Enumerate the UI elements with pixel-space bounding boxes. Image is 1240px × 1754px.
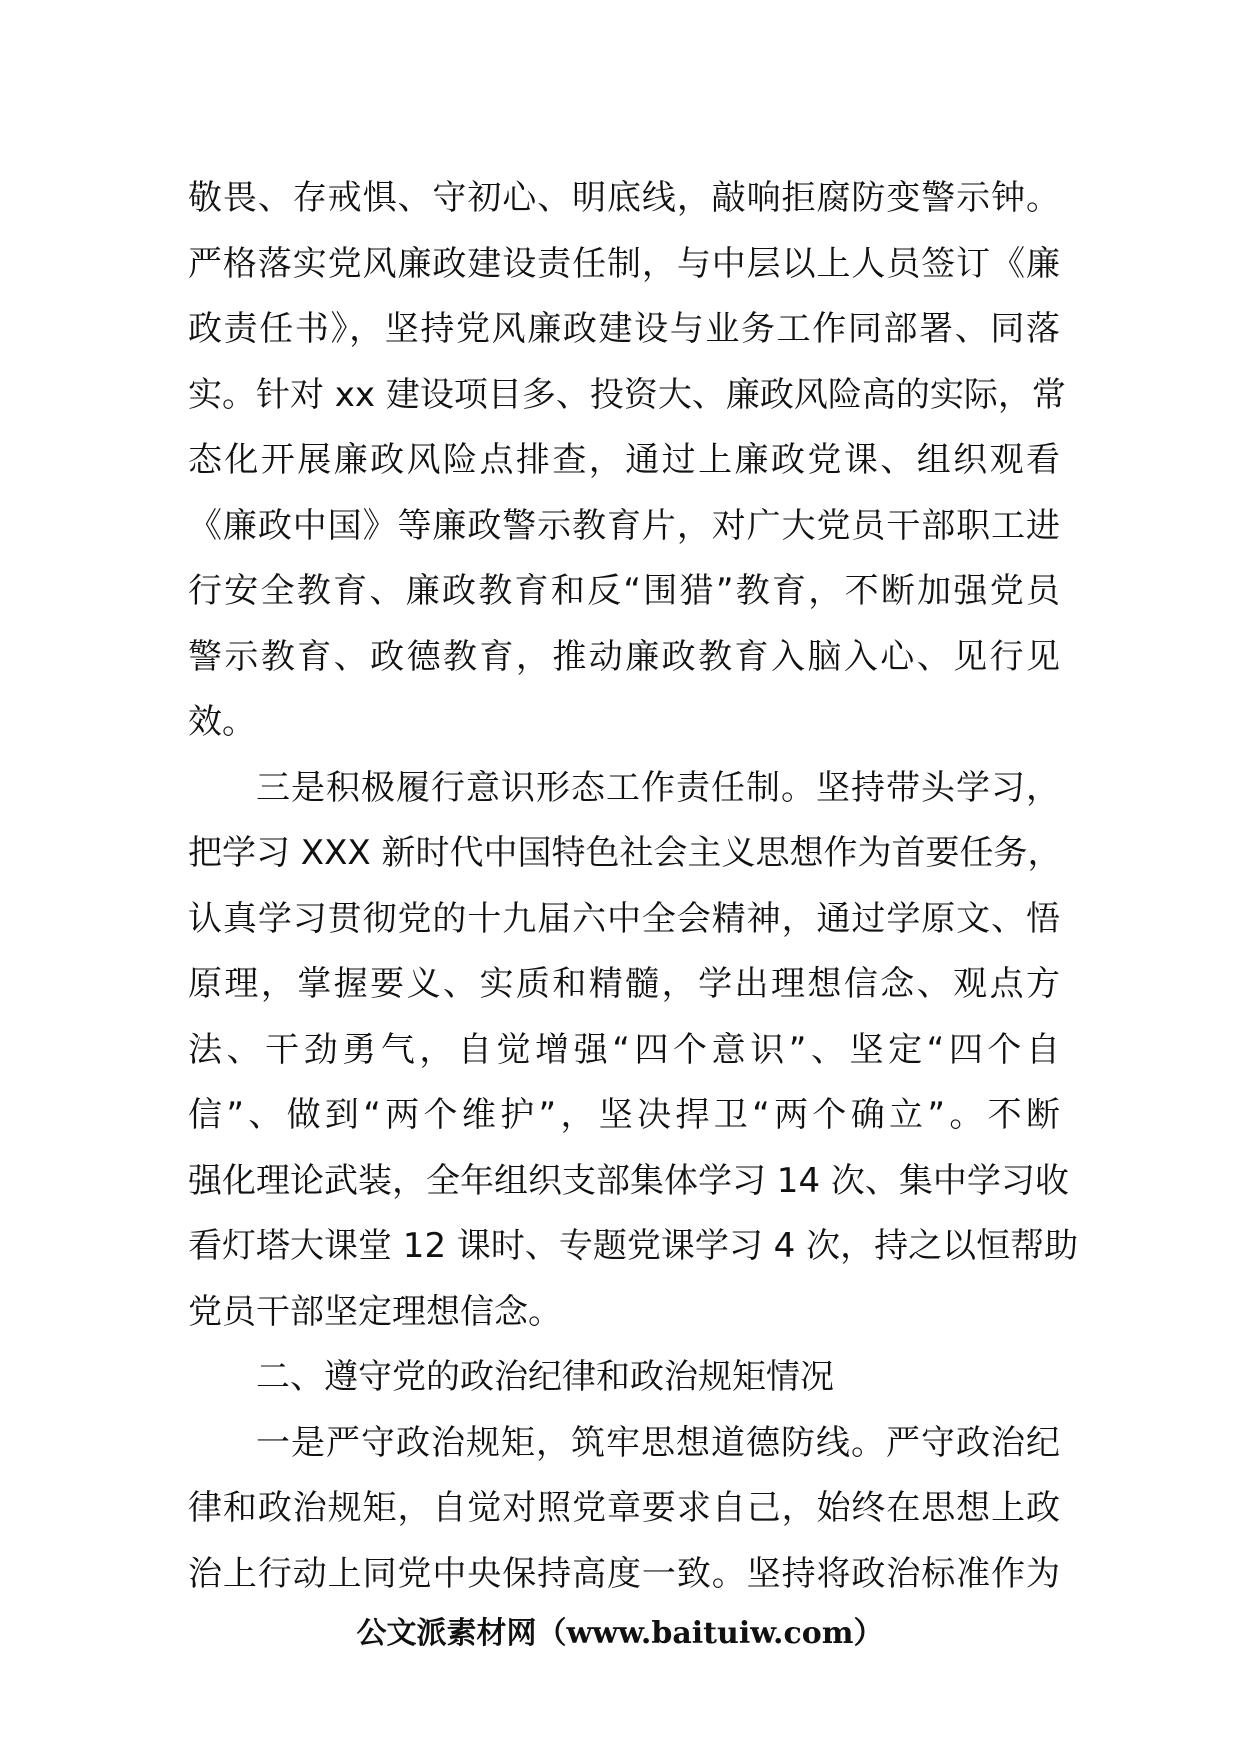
paragraph-first-line: 一是严守政治规矩，筑牢思想道德防线。严守政治纪 xyxy=(256,1422,1060,1463)
text-line: 行安全教育、廉政教育和反“围猎”教育，不断加强党员 xyxy=(188,571,1060,611)
text-line: 效。 xyxy=(188,702,256,742)
text-line: 实。针对 xx 建设项目多、投资大、廉政风险高的实际，常 xyxy=(188,374,1066,415)
text-line: 《廉政中国》等廉政警示教育片，对广大党员干部职工进 xyxy=(188,505,1060,546)
paragraph-first-line: 三是积极履行意识形态工作责任制。坚持带头学习， xyxy=(256,767,1060,808)
text-line: 原理，掌握要义、实质和精髓，学出理想信念、观点方 xyxy=(188,964,1060,1004)
text-line: 看灯塔大课堂 12 课时、专题党课学习 4 次，持之以恒帮助 xyxy=(188,1226,1079,1266)
footer-watermark: 公文派素材网（www.baituiw.com） xyxy=(356,1616,884,1651)
text-line: 把学习 XXX 新时代中国特色社会主义思想作为首要任务， xyxy=(188,833,1062,873)
text-line: 敬畏、存戒惧、守初心、明底线，敲响拒腐防变警示钟。 xyxy=(188,178,1060,218)
section-heading: 二、遵守党的政治纪律和政治规矩情况 xyxy=(256,1357,834,1397)
text-line: 强化理论武装，全年组织支部集体学习 14 次、集中学习收 xyxy=(188,1160,1069,1201)
text-line: 态化开展廉政风险点排查，通过上廉政党课、组织观看 xyxy=(188,440,1060,480)
text-line: 政责任书》，坚持党风廉政建设与业务工作同部署、同落 xyxy=(188,309,1060,349)
text-line: 法、干劲勇气，自觉增强“四个意识”、坚定“四个自 xyxy=(188,1029,1060,1070)
document-body xyxy=(188,166,1079,1607)
text-line: 治上行动上同党中央保持高度一致。坚持将政治标准作为 xyxy=(188,1553,1060,1594)
text-line: 警示教育、政德教育，推动廉政教育入脑入心、见行见 xyxy=(188,636,1060,677)
text-line: 信”、做到“两个维护”，坚决捍卫“两个确立”。不断 xyxy=(188,1095,1060,1135)
text-line: 认真学习贯彻党的十九届六中全会精神，通过学原文、悟 xyxy=(188,898,1060,939)
text-line: 党员干部坚定理想信念。 xyxy=(188,1291,562,1332)
text-line: 严格落实党风廉政建设责任制，与中层以上人员签订《廉 xyxy=(188,243,1060,284)
text-line: 律和政治规矩，自觉对照党章要求自己，始终在思想上政 xyxy=(188,1488,1060,1528)
